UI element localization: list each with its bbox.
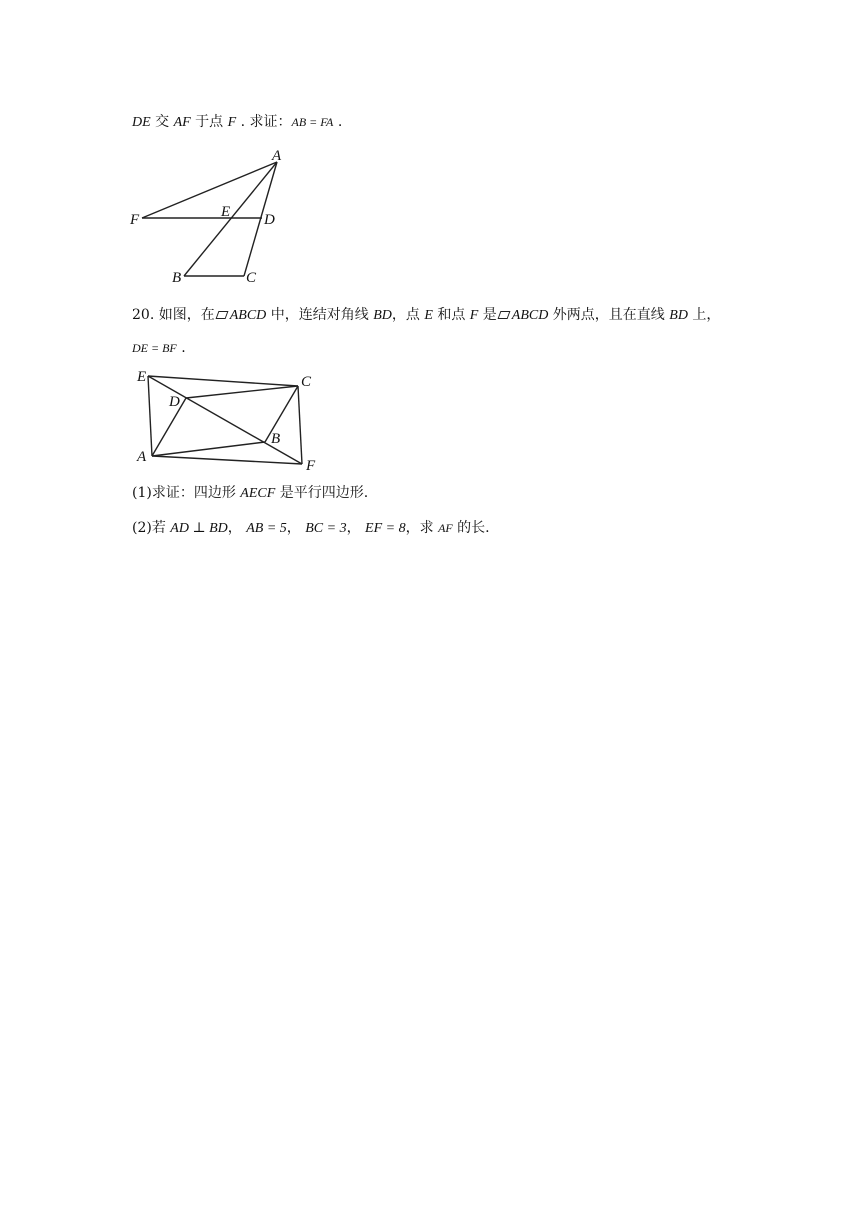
segment-ab <box>152 442 265 456</box>
math-af: AF <box>173 115 191 130</box>
label-d: D <box>264 212 275 228</box>
segment-ed-bf-diagonal <box>148 376 302 464</box>
math-f: F <box>469 308 479 323</box>
math-ad-perp-bd: AD ⊥ BD <box>170 521 228 536</box>
math-bd: BD <box>373 308 392 323</box>
math-abcd: ABCD <box>511 308 549 323</box>
text: . 求证： <box>236 114 292 130</box>
label-f: F <box>130 212 140 228</box>
math-af: AF <box>438 521 453 535</box>
math-ef-eq-8: EF = 8 <box>365 521 406 536</box>
label-b: B <box>172 270 182 286</box>
math-e: E <box>424 308 433 323</box>
label-f: F <box>306 458 316 474</box>
text: ，求 <box>405 520 439 536</box>
math-aecf: AECF <box>240 486 276 501</box>
label-a: A <box>137 449 147 465</box>
text: (1)求证：四边形 <box>132 485 241 501</box>
text: . <box>176 340 186 356</box>
math-abcd: ABCD <box>229 308 267 323</box>
text: 交 <box>150 114 174 130</box>
text: 外两点，且在直线 <box>548 307 670 323</box>
text: 是平行四边形. <box>275 485 369 501</box>
label-e: E <box>221 204 231 220</box>
text: ， <box>286 520 306 536</box>
q20-part2-line <box>132 518 490 539</box>
text: ，点 <box>391 307 425 323</box>
math-ab-eq-fa: AB = FA <box>291 115 334 129</box>
segment-bc <box>265 386 298 442</box>
text: ， <box>227 520 247 536</box>
label-c: C <box>246 270 257 286</box>
label-c: C <box>301 374 312 390</box>
text: 的长. <box>452 520 490 536</box>
text: 于点 <box>190 114 228 130</box>
text: 是 <box>478 307 497 323</box>
segment-ec <box>148 376 298 386</box>
q20-part1-line <box>132 483 368 504</box>
segment-cf <box>298 386 302 464</box>
figure-parallelogram <box>0 0 860 480</box>
question-number: 20. <box>132 307 159 323</box>
math-f: F <box>227 115 237 130</box>
label-e: E <box>137 369 147 385</box>
math-bc-eq-3: BC = 3 <box>305 521 347 536</box>
math-de-eq-bf: DE = BF <box>132 341 177 355</box>
math-bd: BD <box>669 308 688 323</box>
label-d: D <box>169 394 180 410</box>
text: 上， <box>687 307 721 323</box>
text: ， <box>346 520 366 536</box>
text: 如图，在 <box>158 307 215 323</box>
text: . <box>333 114 343 130</box>
segment-af <box>152 456 302 464</box>
segment-ea <box>148 376 152 456</box>
text: (2)若 <box>132 520 171 536</box>
label-b: B <box>271 431 281 447</box>
text: 和点 <box>432 307 470 323</box>
segment-dc <box>186 386 298 398</box>
math-ab-eq-5: AB = 5 <box>246 521 287 536</box>
label-a: A <box>272 148 282 164</box>
text: 中，连结对角线 <box>266 307 374 323</box>
math-de: DE <box>132 115 151 130</box>
